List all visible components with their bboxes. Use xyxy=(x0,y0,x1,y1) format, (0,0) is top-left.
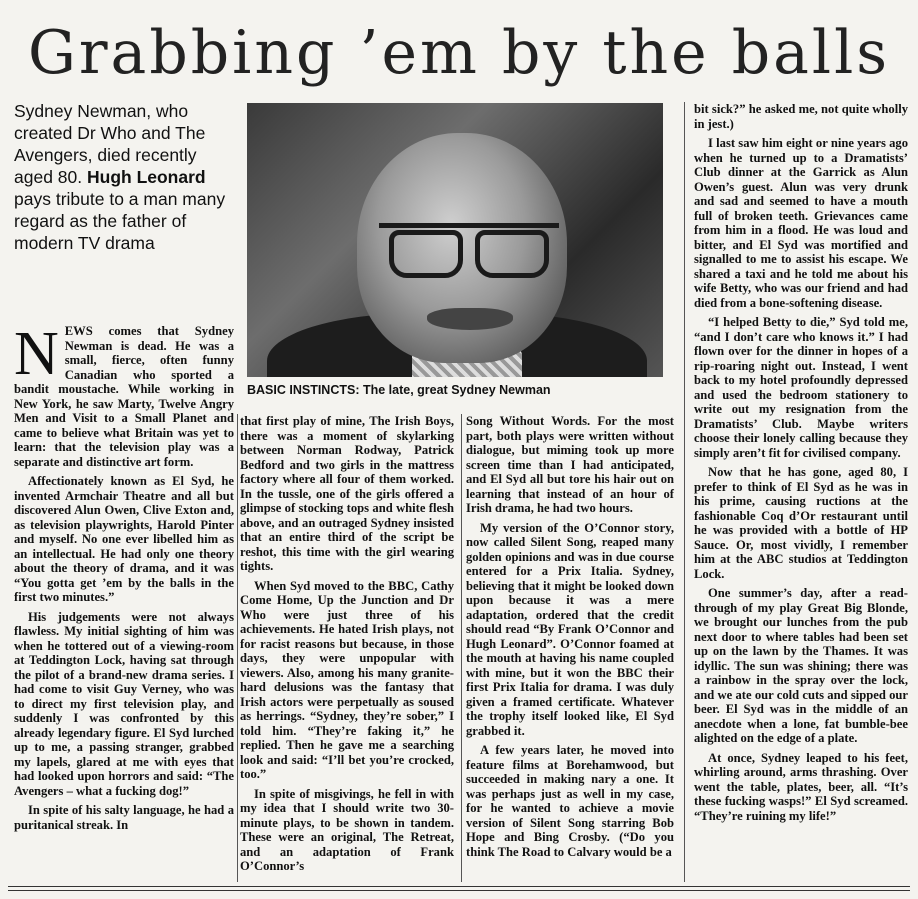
paragraph: When Syd moved to the BBC, Cathy Come Home, Up the Junction and Dr Who were just three of his achievements. He hated Irish plays, not for racist reasons but because, in those days, they were unpopular with viewers. Also, among his many granite-hard delusions was the fantasy that Irish actors were perpetually as soused as herrings. “Sydney, they’re sober,” I told him. “They’re faking it,” he replied. Then he gave me a searching look and said: “I’ll bet you’re crocked, too.” xyxy=(240,578,454,781)
paragraph: bit sick?” he asked me, not quite wholly in jest.) xyxy=(694,102,908,131)
photo-moustache xyxy=(427,308,513,330)
paragraph: His judgements were not always flawless. My initial sighting of him was when he tottered out of a viewing-room at Teddington Lock, having sat through the pilot of a brand-new drama series. I had come to visit Guy Verney, who was to direct my first television play, and suddenly I was confronted by this already legendary figure. El Syd lurched up to me, a passing stranger, grabbed my lapels, glared at me with eyes that had looked upon horrors and said: “The Avengers – what a fucking dog!” xyxy=(14,609,234,798)
standfirst xyxy=(14,100,234,254)
drop-cap: N xyxy=(14,320,59,388)
column-rule xyxy=(461,414,462,882)
headline: Grabbing ’em by the balls xyxy=(27,18,891,88)
paragraph: In spite of misgivings, he fell in with my idea that I should write two 30-minute plays, to be shown in tandem. These were an original, The Retreat, and an adaptation of Frank O’Connor’s xyxy=(240,786,454,873)
bottom-rule xyxy=(8,890,910,891)
paragraph: In spite of his salty language, he had a puritanical streak. In xyxy=(14,803,234,832)
article-column-1 xyxy=(14,320,234,837)
standfirst-text: Sydney Newman, who created Dr Who and The Avengers, died recently aged 80. xyxy=(14,101,206,187)
photo-caption: BASIC INSTINCTS: The late, great Sydney Newman xyxy=(247,383,551,397)
paragraph: EWS comes that Sydney Newman is dead. He was a small, fierce, often funny Canadian who sported a bandit moustache. While working in New York, he saw Marty, Twelve Angry Men and Visit to a Small Planet and came to believe what Britain was yet to learn: that the television play was a separate and distinctive art form. xyxy=(14,324,234,469)
paragraph: At once, Sydney leaped to his feet, whirling around, arms thrashing. Over went the table, plates, beer, all. “It’s these fucking wasps!” El Syd screamed. “They’re ruining my life!” xyxy=(694,750,908,823)
paragraph: One summer’s day, after a read-through of my play Great Big Blonde, we brought our lunches from the pub next door to where tables had been set up on the lawn by the Thames. It was idyllic. The sun was shining; there was a rainbow in the spray over the lock, and we ate our cold cuts and sipped our beer. El Syd was in the middle of an anecdote when a lone, fat bumble-bee alighted on the edge of a plate. xyxy=(694,586,908,745)
paragraph: Song Without Words. For the most part, both plays were written without dialogue, but miming took up more screen time than I had anticipated, and El Syd all but tore his hair out on learning that instead of an hour of Irish drama, he had two hours. xyxy=(466,414,674,515)
bottom-rule xyxy=(8,886,910,887)
paragraph: that first play of mine, The Irish Boys, there was a moment of skylarking between Norman Rodway, Patrick Bedford and two girls in the mattress factory where all four of them worked. In the tussle, one of the girls offered a glimpse of stocking tops and white flesh above, and an outraged Sydney insisted that an entire third of the script be reshot, this time with the girl wearing tights. xyxy=(240,414,454,573)
column-rule xyxy=(237,414,238,882)
paragraph: Now that he has gone, aged 80, I prefer to think of El Syd as he was in his prime, causing ructions at the fashionable Coq d’Or restaurant until he was provided with a bottle of HP Sauce. Or, most vividly, I remember him at the ABC studios at Teddington Lock. xyxy=(694,465,908,581)
column-rule xyxy=(684,102,685,882)
paragraph: Affectionately known as El Syd, he invented Armchair Theatre and all but discovered Alun Owen, Clive Exton and, as television playwrights, Harold Pinter and myself. No one ever libelled him as an intellectual. He had only one theory about the theory of drama, and it was “You gotta get ’em by the balls in the first two minutes.” xyxy=(14,474,234,604)
paragraph: I last saw him eight or nine years ago when he turned up to a Dramatists’ Club dinner at the Garrick as Alun Owen’s guest. Alun was very drunk and sad and seemed to have a mouth full of broken teeth. Grievances came from him in a flood. He was loud and bitter, and El Syd was mortified and signalled to me to assist his escape. We shared a taxi and he told me about his wife Betty, who was our friend and had died from a bone-softening disease. xyxy=(694,136,908,310)
byline: Hugh Leonard xyxy=(87,167,206,187)
standfirst-tail: pays tribute to a man many regard as the father of modern TV drama xyxy=(14,189,226,253)
portrait-photo xyxy=(247,103,663,377)
paragraph: A few years later, he moved into feature films at Borehamwood, but succeeded in making nary a one. It was perhaps just as well in my case, for he wanted to achieve a movie version of Silent Song starring Bob Hope and Bing Crosby. (“Do you think The Road to Calvary would be a xyxy=(466,743,674,859)
paragraph: My version of the O’Connor story, now called Silent Song, reaped many golden opinions and was in due course entered for a Prix Italia. Sydney, believing that it might be looked down upon because it was a mere adaptation, ordered that the credit should read “By Frank O’Connor and Hugh Leonard”. O’Connor foamed at the mouth at having his name coupled with mine, but it won the BBC their first Prix Italia for drama. I was duly given a framed certificate. Whatever the trophy itself looked like, El Syd grabbed it. xyxy=(466,520,674,738)
article-column-2 xyxy=(240,414,454,879)
article-column-3 xyxy=(466,414,674,864)
photo-glasses xyxy=(379,223,559,272)
article-column-4 xyxy=(694,102,908,828)
paragraph: “I helped Betty to die,” Syd told me, “and I don’t care who knows it.” I had flown over for the dinner in hopes of a rip-roaring night out. Instead, I went back to my hotel profoundly depressed and used the bedroom stationery to write out my resignation from the Dramatists’ Club. Maybe writers choose their lonely calling because they simply aren’t fit for civilised company. xyxy=(694,315,908,460)
